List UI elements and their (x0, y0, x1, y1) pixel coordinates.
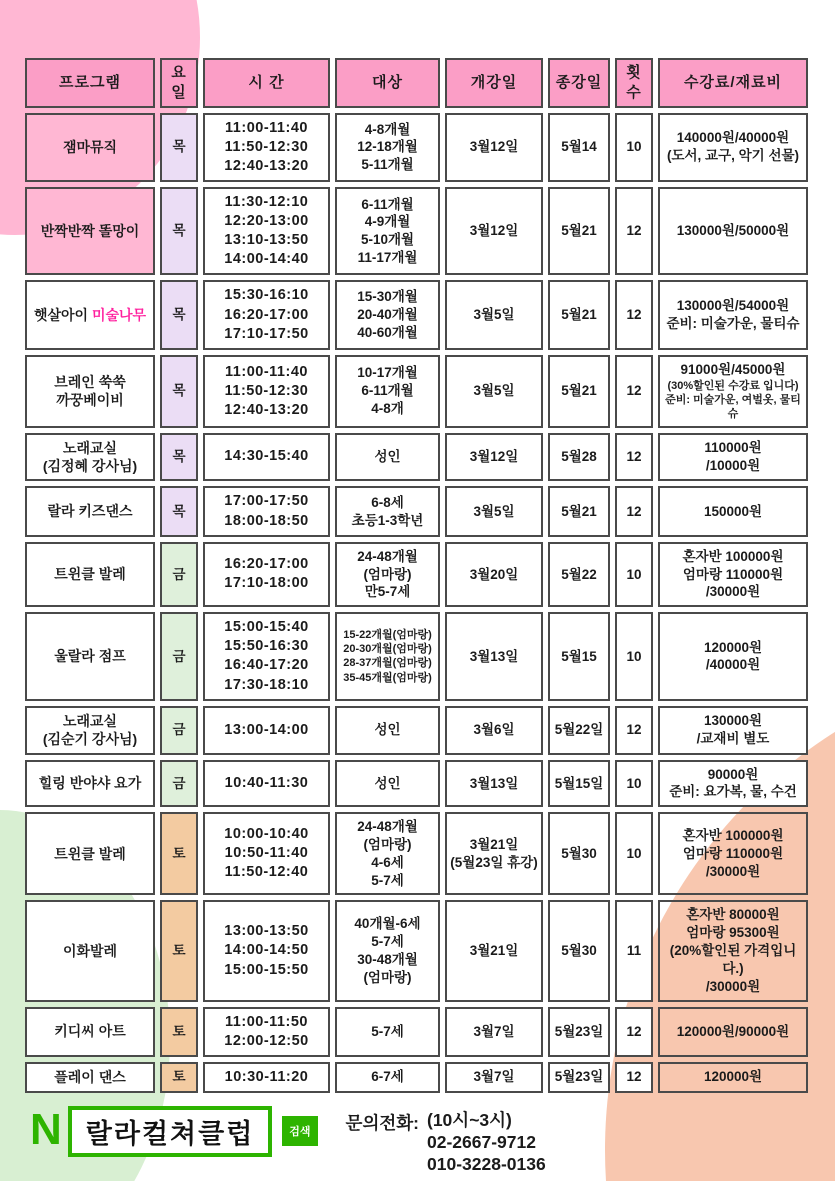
cell-line: 초등1-3학년 (351, 512, 424, 528)
cell-line: 14:00-14:40 (224, 251, 309, 268)
cell-line: 5-7세 (371, 934, 404, 950)
cell-line: 12-18개월 (357, 139, 418, 155)
cell-line: 11:00-11:40 (225, 119, 308, 136)
cell-fee (658, 812, 808, 895)
cell-count: 12 (615, 433, 653, 482)
cell-line: 11:50-12:30 (224, 382, 309, 399)
cell-count: 10 (615, 542, 653, 607)
cell-line: (5월23일 휴강) (450, 854, 538, 870)
cell-line: 15:50-16:30 (224, 638, 309, 655)
cell-line: 6-11개월 (361, 383, 414, 399)
cell-day: 목 (160, 280, 198, 349)
program-name-line: 랄라 키즈댄스 (47, 503, 133, 520)
cell-program (25, 612, 155, 701)
cell-program (25, 1007, 155, 1057)
brand-bar (0, 1106, 835, 1176)
cell-line: 3월5일 (473, 307, 515, 323)
cell-day: 금 (160, 612, 198, 701)
program-name-line: 반짝반짝 똘망이 (40, 222, 140, 239)
cell-line: (30%할인된 수강료 입니다) (667, 379, 799, 392)
footer (0, 1106, 835, 1176)
cell-count: 11 (615, 900, 653, 1001)
cell-line: 엄마랑 110000원 (682, 566, 784, 582)
cell-line: 16:20-17:00 (224, 556, 309, 573)
search-input[interactable]: 랄라컬쳐클럽 (68, 1106, 273, 1157)
cell-program (25, 812, 155, 895)
cell-line: 91000원/45000원 (680, 361, 786, 377)
cell-start-date (445, 612, 543, 701)
cell-fee (658, 900, 808, 1001)
cell-line: 11:50-12:30 (224, 138, 309, 155)
phone-line: 010-3228-0136 (427, 1153, 546, 1174)
cell-line: (엄마랑) (363, 969, 412, 985)
cell-line: /40000원 (705, 657, 761, 673)
cell-count: 12 (615, 706, 653, 755)
cell-end-date: 5월22일 (548, 706, 610, 755)
program-name-line: (김순기 강사님) (42, 731, 138, 748)
cell-target (335, 612, 440, 701)
cell-time (203, 433, 330, 482)
cell-day: 금 (160, 706, 198, 755)
cell-line: 엄마랑 95300원 (686, 925, 780, 941)
cell-line: /10000원 (705, 458, 761, 474)
cell-target (335, 706, 440, 755)
cell-line: 3월5일 (473, 503, 515, 519)
cell-start-date (445, 760, 543, 808)
cell-line: 6-8세 (371, 494, 404, 510)
cell-line: 12:40-13:20 (224, 157, 309, 174)
cell-count: 10 (615, 612, 653, 701)
header-cell-7: 수강료/재료비 (658, 58, 808, 108)
cell-line: 4-6세 (371, 854, 404, 870)
cell-line: 10:30-11:20 (224, 1068, 309, 1085)
cell-program (25, 433, 155, 482)
cell-line: 3월12일 (469, 139, 519, 155)
cell-end-date: 5월23일 (548, 1062, 610, 1093)
cell-program (25, 542, 155, 607)
cell-line: 3월7일 (473, 1069, 515, 1085)
cell-line: 120000원 (703, 1069, 763, 1085)
cell-line: 성인 (374, 775, 401, 791)
cell-line: 130000원/54000원 (676, 298, 790, 314)
cell-line: 12:00-12:50 (224, 1032, 309, 1049)
contact-info (346, 1110, 546, 1176)
cell-line: 130000원 (703, 713, 763, 729)
cell-line: 11:30-12:10 (224, 193, 309, 210)
cell-day: 목 (160, 187, 198, 276)
cell-start-date (445, 433, 543, 482)
cell-time (203, 612, 330, 701)
cell-fee (658, 1007, 808, 1057)
cell-end-date: 5월21 (548, 280, 610, 349)
cell-program (25, 760, 155, 808)
cell-line: 13:10-13:50 (224, 232, 309, 249)
cell-line: 17:30-18:10 (224, 676, 309, 693)
cell-end-date: 5월21 (548, 355, 610, 428)
cell-line: 17:00-17:50 (224, 493, 309, 510)
header-cell-3: 대상 (335, 58, 440, 108)
cell-line: 12:20-13:00 (224, 213, 309, 230)
cell-line: 18:00-18:50 (224, 512, 309, 529)
cell-fee (658, 113, 808, 182)
cell-line: 24-48개월 (357, 548, 418, 564)
cell-line: 16:40-17:20 (224, 657, 309, 674)
cell-program (25, 1062, 155, 1093)
cell-end-date: 5월28 (548, 433, 610, 482)
cell-time (203, 812, 330, 895)
cell-line: 11:50-12:40 (224, 864, 309, 881)
program-name-line: 힐링 반야샤 요가 (38, 775, 142, 792)
program-name-line: 햇살아이 미술나무 (33, 306, 147, 323)
program-name-line: 노래교실 (62, 712, 118, 729)
cell-fee (658, 280, 808, 349)
cell-fee (658, 187, 808, 276)
cell-program (25, 486, 155, 536)
cell-start-date (445, 486, 543, 536)
cell-line: /30000원 (705, 978, 761, 994)
cell-fee (658, 433, 808, 482)
cell-line: 혼자반 100000원 (682, 548, 784, 564)
cell-line: 3월13일 (469, 775, 519, 791)
cell-line: 10:50-11:40 (224, 845, 309, 862)
cell-fee (658, 355, 808, 428)
cell-line: 150000원 (703, 503, 763, 519)
cell-line: 5-10개월 (360, 232, 415, 248)
cell-target (335, 433, 440, 482)
cell-line: 15:00-15:40 (224, 619, 309, 636)
cell-program (25, 900, 155, 1001)
cell-line: 15-22개월(엄마랑) (343, 628, 432, 641)
cell-start-date (445, 1062, 543, 1093)
cell-end-date: 5월30 (548, 900, 610, 1001)
cell-program (25, 706, 155, 755)
cell-line: 5-7세 (371, 872, 404, 888)
cell-line: 6-7세 (371, 1069, 404, 1085)
cell-line: 12:40-13:20 (224, 401, 309, 418)
header-cell-6: 횟수 (615, 58, 653, 108)
cell-count: 12 (615, 486, 653, 536)
cell-start-date (445, 280, 543, 349)
cell-line: 30-48개월 (357, 952, 418, 968)
cell-line: 120000원/90000원 (676, 1023, 790, 1039)
program-name-line: 노래교실 (62, 439, 118, 456)
cell-end-date: 5월22 (548, 542, 610, 607)
cell-day: 목 (160, 433, 198, 482)
cell-target (335, 542, 440, 607)
cell-count: 10 (615, 113, 653, 182)
cell-line: 24-48개월 (357, 819, 418, 835)
cell-count: 12 (615, 1062, 653, 1093)
contact-label: 문의전화: (345, 1113, 419, 1133)
cell-start-date (445, 900, 543, 1001)
cell-line: 140000원/40000원 (676, 130, 790, 146)
program-name-line: 울랄라 점프 (54, 648, 126, 665)
cell-line: /30000원 (705, 584, 761, 600)
cell-time (203, 280, 330, 349)
cell-target (335, 760, 440, 808)
cell-line: 3월13일 (469, 648, 519, 664)
program-name-line: 트윈클 발레 (54, 845, 126, 862)
program-name-line: 트윈클 발레 (54, 566, 126, 583)
cell-count: 10 (615, 812, 653, 895)
cell-program (25, 280, 155, 349)
cell-line: 3월5일 (473, 383, 515, 399)
cell-line: 11-17개월 (357, 250, 418, 266)
cell-line: 15:00-15:50 (224, 961, 309, 978)
cell-line: 엄마랑 110000원 (682, 845, 784, 861)
cell-line: 3월7일 (473, 1023, 515, 1039)
cell-end-date: 5월23일 (548, 1007, 610, 1057)
cell-line: (엄마랑) (363, 566, 412, 582)
cell-line: (20%할인된 가격입니다.) (669, 943, 797, 976)
program-name-line: 잼마뮤직 (62, 139, 118, 156)
cell-line: 17:10-18:00 (224, 575, 309, 592)
cell-line: 성인 (374, 449, 401, 465)
cell-count: 12 (615, 355, 653, 428)
cell-day: 토 (160, 900, 198, 1001)
header-cell-5: 종강일 (548, 58, 610, 108)
cell-line: 6-11개월 (361, 196, 414, 212)
cell-start-date (445, 355, 543, 428)
phone-line: 02-2667-9712 (427, 1131, 536, 1152)
cell-line: 4-9개월 (364, 214, 411, 230)
cell-target (335, 812, 440, 895)
program-name-line: 까꿍베이비 (56, 392, 124, 409)
cell-end-date: 5월15 (548, 612, 610, 701)
cell-target (335, 113, 440, 182)
cell-time (203, 1062, 330, 1093)
cell-day: 토 (160, 812, 198, 895)
cell-line: 혼자반 100000원 (682, 828, 784, 844)
cell-line: 준비: 미술가운, 물티슈 (666, 316, 800, 332)
cell-fee (658, 760, 808, 808)
cell-line: 13:00-13:50 (224, 923, 309, 940)
naver-n-logo: N (30, 1105, 62, 1154)
cell-target (335, 355, 440, 428)
header-cell-2: 시 간 (203, 58, 330, 108)
cell-program (25, 355, 155, 428)
cell-time (203, 706, 330, 755)
cell-day: 금 (160, 542, 198, 607)
cell-start-date (445, 1007, 543, 1057)
cell-start-date (445, 187, 543, 276)
cell-line: 35-45개월(엄마랑) (343, 671, 432, 684)
cell-fee (658, 612, 808, 701)
cell-time (203, 355, 330, 428)
cell-line: 10:00-10:40 (224, 826, 309, 843)
cell-end-date: 5월15일 (548, 760, 610, 808)
cell-line: 11:00-11:50 (225, 1013, 308, 1030)
contact-lines (427, 1110, 546, 1176)
cell-line: 3월21일 (469, 943, 519, 959)
cell-day: 토 (160, 1007, 198, 1057)
cell-target (335, 280, 440, 349)
cell-line: 준비: 미술가운, 여벌옷, 물티슈 (665, 393, 801, 421)
header-cell-0: 프로그램 (25, 58, 155, 108)
program-name-line: 이화발레 (62, 942, 118, 959)
cell-end-date: 5월21 (548, 187, 610, 276)
cell-line: 90000원 (707, 766, 759, 782)
program-name-line: 키디씨 아트 (54, 1023, 126, 1040)
program-name-line: (김정혜 강사님) (42, 458, 138, 475)
cell-line: 14:00-14:50 (224, 942, 309, 959)
cell-start-date (445, 113, 543, 182)
cell-line: 혼자반 80000원 (686, 907, 780, 923)
cell-start-date (445, 706, 543, 755)
cell-time (203, 1007, 330, 1057)
program-name-line: 플레이 댄스 (54, 1069, 126, 1086)
search-button[interactable]: 검색 (282, 1116, 317, 1146)
cell-line: 3월12일 (469, 449, 519, 465)
cell-end-date: 5월14 (548, 113, 610, 182)
cell-line: /교재비 별도 (696, 731, 770, 747)
cell-count: 10 (615, 760, 653, 808)
cell-line: 3월20일 (469, 566, 519, 582)
cell-fee (658, 486, 808, 536)
cell-start-date (445, 812, 543, 895)
schedule-table (25, 58, 808, 1093)
cell-time (203, 187, 330, 276)
cell-day: 토 (160, 1062, 198, 1093)
cell-fee (658, 706, 808, 755)
cell-end-date: 5월21 (548, 486, 610, 536)
phone-line: (10시~3시) (427, 1110, 512, 1130)
header-cell-1: 요일 (160, 58, 198, 108)
program-name-line: 브레인 쑥쑥 (54, 373, 126, 390)
cell-line: 120000원 (703, 639, 763, 655)
cell-day: 금 (160, 760, 198, 808)
cell-day: 목 (160, 355, 198, 428)
cell-line: 3월6일 (473, 722, 515, 738)
header-cell-4: 개강일 (445, 58, 543, 108)
cell-line: 15-30개월 (357, 289, 418, 305)
cell-target (335, 187, 440, 276)
cell-time (203, 542, 330, 607)
cell-line: 만5-7세 (364, 584, 411, 600)
cell-line: 11:00-11:40 (225, 363, 308, 380)
cell-line: 15:30-16:10 (224, 287, 309, 304)
cell-line: 40개월-6세 (354, 916, 421, 932)
cell-time (203, 486, 330, 536)
cell-line: 40-60개월 (357, 325, 418, 341)
cell-line: 3월12일 (469, 223, 519, 239)
cell-line: 4-8개월 (364, 121, 411, 137)
cell-line: 110000원 (704, 440, 762, 456)
cell-line: 10:40-11:30 (224, 774, 309, 791)
cell-time (203, 900, 330, 1001)
cell-line: 130000원/50000원 (676, 223, 790, 239)
cell-count: 12 (615, 187, 653, 276)
cell-line: 5-7세 (371, 1023, 404, 1039)
cell-count: 12 (615, 1007, 653, 1057)
cell-line: 3월21일 (469, 837, 519, 853)
cell-line: 성인 (374, 722, 401, 738)
cell-target (335, 1007, 440, 1057)
cell-line: 17:10-17:50 (224, 325, 309, 342)
cell-line: 준비: 요가복, 물, 수건 (669, 784, 797, 800)
cell-program (25, 187, 155, 276)
cell-line: 13:00-14:00 (224, 721, 309, 738)
cell-program (25, 113, 155, 182)
cell-line: 5-11개월 (361, 157, 414, 173)
cell-line: 28-37개월(엄마랑) (343, 657, 432, 670)
cell-fee (658, 1062, 808, 1093)
cell-start-date (445, 542, 543, 607)
cell-line: (도서, 교구, 악기 선물) (666, 148, 800, 164)
cell-target (335, 486, 440, 536)
cell-target (335, 1062, 440, 1093)
cell-target (335, 900, 440, 1001)
cell-line: (엄마랑) (363, 837, 412, 853)
cell-time (203, 760, 330, 808)
cell-line: 16:20-17:00 (224, 306, 309, 323)
cell-line: 20-40개월 (357, 307, 418, 323)
cell-day: 목 (160, 113, 198, 182)
cell-line: 10-17개월 (357, 365, 418, 381)
cell-line: 4-8개 (371, 401, 404, 417)
cell-line: 14:30-15:40 (224, 448, 309, 465)
cell-time (203, 113, 330, 182)
cell-line: /30000원 (705, 863, 761, 879)
cell-fee (658, 542, 808, 607)
cell-end-date: 5월30 (548, 812, 610, 895)
cell-day: 목 (160, 486, 198, 536)
cell-count: 12 (615, 280, 653, 349)
cell-line: 20-30개월(엄마랑) (343, 643, 432, 656)
